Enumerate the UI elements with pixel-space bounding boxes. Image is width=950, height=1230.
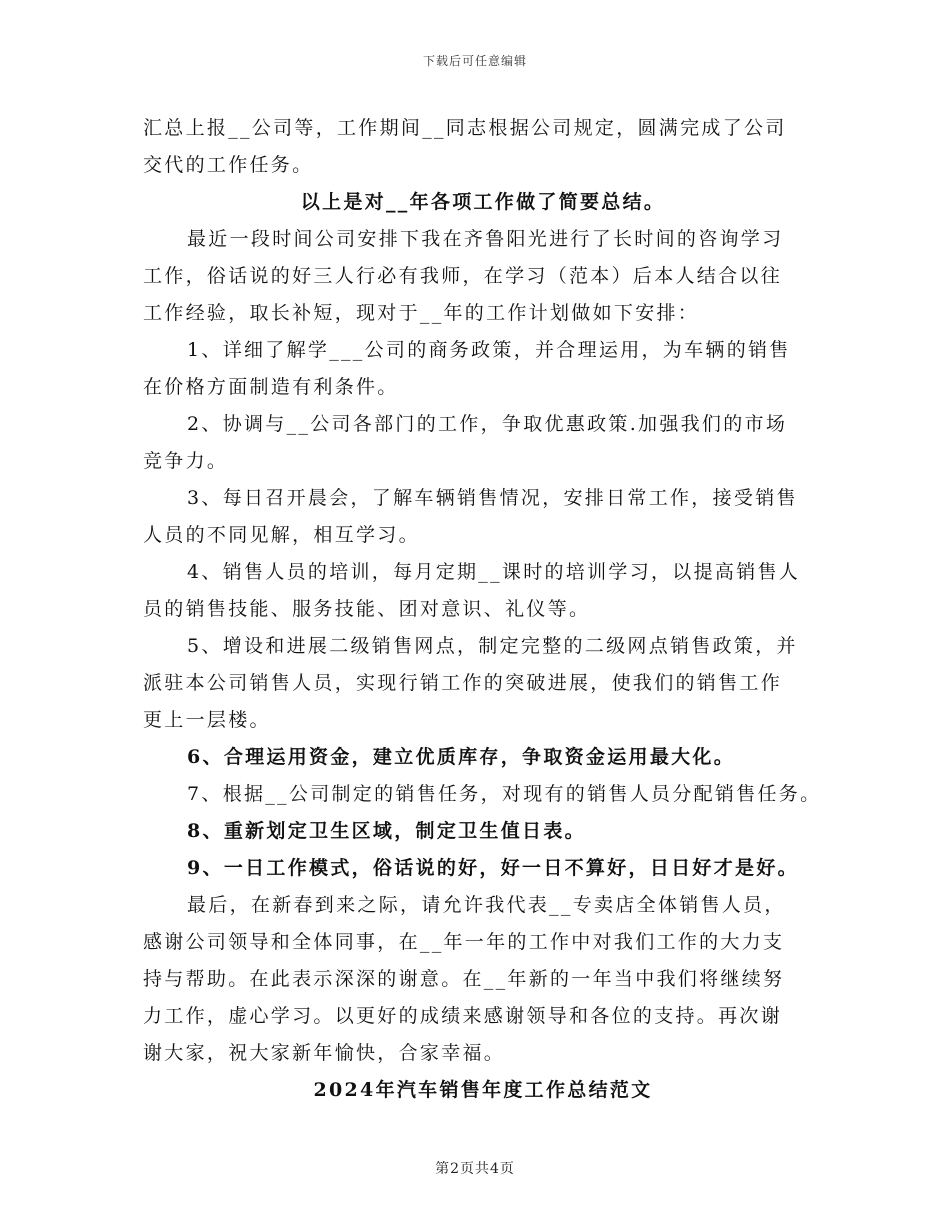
list-item: 8、重新划定卫生区域，制定卫生值日表。 [187, 820, 586, 842]
text-line: 在价格方面制造有利条件。 [143, 376, 399, 398]
document-title: 2024年汽车销售年度工作总结范文 [313, 1079, 653, 1101]
document-body [143, 110, 823, 1109]
text-line: 员的销售技能、服务技能、团对意识、礼仪等。 [143, 598, 591, 620]
list-item: 5、增设和进展二级销售网点，制定完整的二级网点销售政策，并 [187, 635, 798, 657]
page-number-footer: 第2页共4页 [435, 1161, 515, 1177]
text-line: 人员的不同见解，相互学习。 [143, 524, 420, 546]
list-item: 6、合理运用资金，建立优质库存，争取资金运用最大化。 [187, 746, 736, 768]
list-item: 4、销售人员的培训，每月定期__课时的培训学习，以提高销售人 [187, 561, 801, 583]
text-line: 持与帮助。在此表示深深的谢意。在__年新的一年当中我们将继续努 [143, 968, 785, 990]
text-line: 汇总上报__公司等，工作期间__同志根据公司规定，圆满完成了公司 [143, 117, 787, 139]
list-item: 2、协调与__公司各部门的工作，争取优惠政策.加强我们的市场 [187, 413, 788, 435]
page-header: 下载后可任意编辑 [422, 54, 527, 68]
list-item: 3、每日召开晨会，了解车辆销售情况，安排日常工作，接受销售 [187, 487, 798, 509]
text-line: 交代的工作任务。 [143, 154, 314, 176]
text-line: 更上一层楼。 [143, 709, 271, 731]
list-item: 1、详细了解学___公司的商务政策，并合理运用，为车辆的销售 [187, 339, 791, 361]
text-line: 工作，俗话说的好三人行必有我师，在学习（范本）后本人结合以往 [143, 265, 783, 287]
list-item: 9、一日工作模式，俗话说的好，好一日不算好，日日好才是好。 [187, 857, 799, 879]
text-line: 谢大家，祝大家新年愉快，合家幸福。 [143, 1042, 506, 1064]
text-line: 竞争力。 [143, 450, 229, 472]
text-line: 感谢公司领导和全体同事，在__年一年的工作中对我们工作的大力支 [143, 931, 785, 953]
section-heading: 以上是对__年各项工作做了简要总结。 [300, 191, 666, 213]
text-line: 工作经验，取长补短，现对于__年的工作计划做如下安排： [143, 302, 700, 324]
text-line: 派驻本公司销售人员，实现行销工作的突破进展，使我们的销售工作 [143, 672, 783, 694]
text-line: 力工作，虚心学习。以更好的成绩来感谢领导和各位的支持。再次谢 [143, 1005, 783, 1027]
text-line: 最近一段时间公司安排下我在齐鲁阳光进行了长时间的咨询学习 [187, 228, 784, 250]
text-line: 最后，在新春到来之际，请允许我代表__专卖店全体销售人员， [187, 894, 786, 916]
list-item: 7、根据__公司制定的销售任务，对现有的销售人员分配销售任务。 [187, 783, 822, 805]
